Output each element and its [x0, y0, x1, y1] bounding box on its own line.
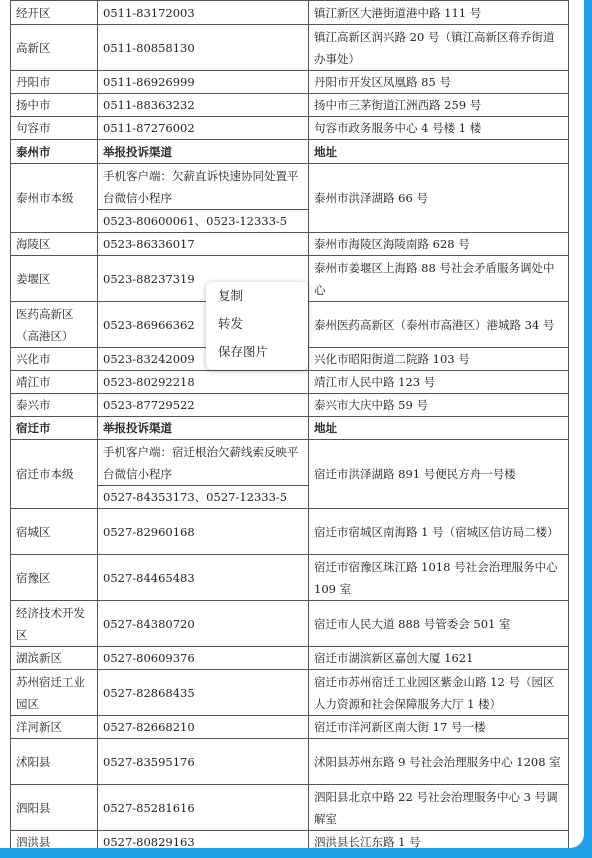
channel-cell: 0527-83595176 — [98, 739, 309, 785]
complaint-channel-table — [10, 0, 569, 848]
table-row — [11, 785, 569, 831]
district-cell: 沭阳县 — [11, 739, 98, 785]
channel-cell: 0523-86966362 — [98, 302, 309, 348]
district-cell: 泗洪县 — [11, 831, 98, 849]
district-cell: 宿豫区 — [11, 555, 98, 601]
table-row — [11, 25, 569, 71]
table-row — [11, 233, 569, 256]
district-cell: 经开区 — [11, 1, 98, 25]
address-cell: 靖江市人民中路 123 号 — [309, 371, 569, 394]
channel-header-cell: 举报投诉渠道 — [98, 140, 309, 164]
address-cell: 泰州市海陵区海陵南路 628 号 — [309, 233, 569, 256]
table-row — [11, 1, 569, 25]
table-row — [11, 670, 569, 716]
channel-cell: 0523-87729522 — [98, 394, 309, 417]
district-cell: 泰兴市 — [11, 394, 98, 417]
channel-cell: 0527-80829163 — [98, 831, 309, 849]
address-cell: 泰州市洪泽湖路 66 号 — [309, 164, 569, 233]
channel-cell: 0511-88363232 — [98, 94, 309, 117]
district-cell: 医药高新区（高港区） — [11, 302, 98, 348]
district-cell: 靖江市 — [11, 371, 98, 394]
table-row — [11, 555, 569, 601]
address-cell: 沭阳县苏州东路 9 号社会治理服务中心 1208 室 — [309, 739, 569, 785]
table-row — [11, 371, 569, 394]
channel-cell: 手机客户端：欠薪直诉快速协同处置平台微信小程序 — [98, 164, 309, 210]
table-row — [11, 71, 569, 94]
address-cell: 宿迁市宿豫区珠江路 1018 号社会治理服务中心 109 室 — [309, 555, 569, 601]
district-cell: 姜堰区 — [11, 256, 98, 302]
address-cell: 句容市政务服务中心 4 号楼 1 楼 — [309, 117, 569, 140]
address-cell: 宿迁市湖滨新区嘉创大厦 1621 — [309, 647, 569, 670]
table-header-row — [11, 140, 569, 164]
district-cell: 泰州市本级 — [11, 164, 98, 233]
address-cell: 兴化市昭阳街道二院路 103 号 — [309, 348, 569, 371]
address-cell: 宿迁市洋河新区南大街 17 号一楼 — [309, 716, 569, 739]
table-row — [11, 739, 569, 785]
address-cell: 宿迁市洪泽湖路 891 号便民方舟一号楼 — [309, 440, 569, 509]
district-cell: 兴化市 — [11, 348, 98, 371]
save-image-menu-item[interactable]: 保存图片 — [218, 344, 269, 359]
channel-cell: 0523-86336017 — [98, 233, 309, 256]
channel-cell: 0527-82960168 — [98, 509, 309, 555]
address-cell: 宿迁市苏州宿迁工业园区紫金山路 12 号（园区人力资源和社会保障服务大厅 1 楼） — [309, 670, 569, 716]
table-row — [11, 94, 569, 117]
address-cell: 泰州市姜堰区上海路 88 号社会矛盾服务调处中心 — [309, 256, 569, 302]
channel-cell: 0527-82868435 — [98, 670, 309, 716]
address-header-cell: 地址 — [309, 417, 569, 440]
channel-cell: 0527-80609376 — [98, 647, 309, 670]
district-cell: 高新区 — [11, 25, 98, 71]
district-cell: 洋河新区 — [11, 716, 98, 739]
channel-cell: 0523-88237319 — [98, 256, 309, 302]
table-row — [11, 509, 569, 555]
channel-cell: 0511-87276002 — [98, 117, 309, 140]
district-cell: 句容市 — [11, 117, 98, 140]
table-row — [11, 716, 569, 739]
district-cell: 湖滨新区 — [11, 647, 98, 670]
district-cell: 苏州宿迁工业园区 — [11, 670, 98, 716]
district-cell: 海陵区 — [11, 233, 98, 256]
district-cell: 丹阳市 — [11, 71, 98, 94]
table-row — [11, 440, 569, 486]
channel-cell: 0511-83172003 — [98, 1, 309, 25]
channel-cell: 0523-80600061、0523-12333-5 — [98, 210, 309, 233]
address-cell: 镇江高新区润兴路 20 号（镇江高新区蒋乔街道办事处） — [309, 25, 569, 71]
district-cell: 扬中市 — [11, 94, 98, 117]
channel-header-cell: 举报投诉渠道 — [98, 417, 309, 440]
table-row — [11, 164, 569, 210]
address-cell: 宿迁市宿城区南海路 1 号（宿城区信访局二楼） — [309, 509, 569, 555]
address-cell: 扬中市三茅街道江洲西路 259 号 — [309, 94, 569, 117]
address-cell: 泗洪县长江东路 1 号 — [309, 831, 569, 849]
table-row — [11, 831, 569, 849]
forward-menu-item[interactable]: 转发 — [218, 316, 244, 331]
channel-cell: 0527-85281616 — [98, 785, 309, 831]
context-menu — [206, 282, 308, 370]
district-cell: 经济技术开发区 — [11, 601, 98, 647]
channel-cell: 0511-86926999 — [98, 71, 309, 94]
table-row — [11, 601, 569, 647]
copy-menu-item[interactable]: 复制 — [218, 288, 244, 303]
address-header-cell: 地址 — [309, 140, 569, 164]
table-row — [11, 117, 569, 140]
district-cell: 宿迁市本级 — [11, 440, 98, 509]
district-cell: 宿城区 — [11, 509, 98, 555]
district-cell: 泗阳县 — [11, 785, 98, 831]
city-header-cell: 泰州市 — [11, 140, 98, 164]
table-row — [11, 394, 569, 417]
channel-cell: 0511-80858130 — [98, 25, 309, 71]
channel-cell: 手机客户端：宿迁根治欠薪线索反映平台微信小程序 — [98, 440, 309, 486]
channel-cell: 0527-84465483 — [98, 555, 309, 601]
channel-cell: 0527-84353173、0527-12333-5 — [98, 486, 309, 509]
address-cell: 丹阳市开发区凤凰路 85 号 — [309, 71, 569, 94]
address-cell: 泰州医药高新区（泰州市高港区）港城路 34 号 — [309, 302, 569, 348]
city-header-cell: 宿迁市 — [11, 417, 98, 440]
channel-cell: 0523-83242009 — [98, 348, 309, 371]
address-cell: 宿迁市人民大道 888 号管委会 501 室 — [309, 601, 569, 647]
table-row — [11, 647, 569, 670]
channel-cell: 0523-80292218 — [98, 371, 309, 394]
address-cell: 镇江新区大港街道港中路 111 号 — [309, 1, 569, 25]
table-header-row — [11, 417, 569, 440]
address-cell: 泗阳县北京中路 22 号社会治理服务中心 3 号调解室 — [309, 785, 569, 831]
address-cell: 泰兴市大庆中路 59 号 — [309, 394, 569, 417]
channel-cell: 0527-84380720 — [98, 601, 309, 647]
channel-cell: 0527-82668210 — [98, 716, 309, 739]
